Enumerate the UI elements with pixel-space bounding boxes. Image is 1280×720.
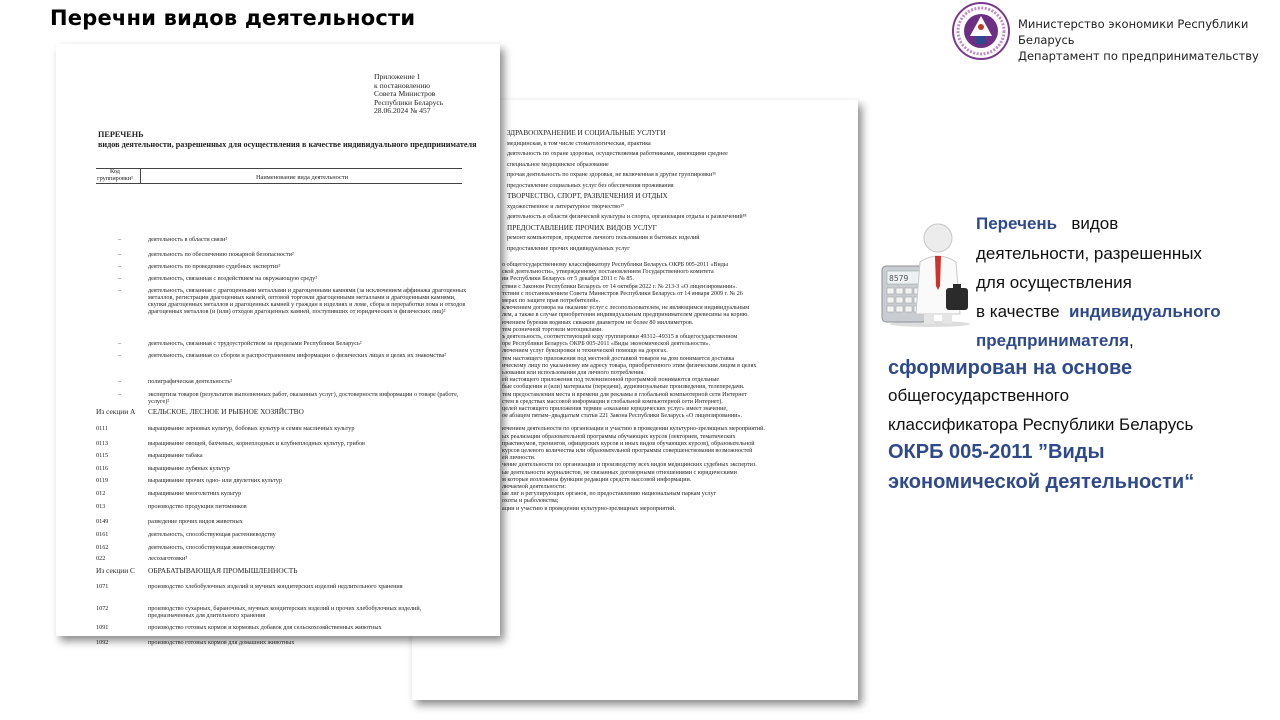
- document-line: ей настоящего приложения под телевизионной программой понимаются отдельные: [502, 377, 720, 384]
- document-line: ючением бурения водяных скважин диаметром не более 80 миллиметров.: [502, 319, 694, 326]
- row-name: выращивание овощей, бахчевых, корнеплодных и клубнеплодных культур, грибов: [148, 440, 365, 447]
- row-name: экспертиза товаров (результатов выполненных работ, оказанных услуг), достоверности информации о товаре (работе, услуге)²: [148, 391, 459, 405]
- row-code: –: [118, 391, 122, 398]
- section-heading: ТВОРЧЕСТВО, СПОРТ, РАЗВЛЕЧЕНИЯ И ОТДЫХ: [507, 192, 668, 200]
- row-name: производство хлебобулочных изделий и мучных кондитерских изделий недлительного хранения: [148, 583, 403, 590]
- row-name: деятельность, способствующая растениеводству: [148, 531, 276, 538]
- document-line: целей настоящего приложения термин «оказание юридических услуг» имеет значение,: [502, 406, 728, 412]
- document-line: прочая деятельность по охране здоровья, не включенная в другие группировки¹⁶: [507, 172, 717, 178]
- document-line: деятельность в области физической культуры и спорта, организация отдыха и развлечений¹⁸: [507, 214, 747, 220]
- row-name: ОБРАБАТЫВАЮЩАЯ ПРОМЫШЛЕННОСТЬ: [148, 566, 298, 575]
- document-line: бые сообщения и (или) материалы (передачи), аудиовизуальные произведения, телепередачи.: [502, 384, 745, 391]
- document-line: чение деятельности по организации и производству всех видов медицинских судебных экспертиз.: [502, 462, 757, 469]
- appendix-line: Совета Министров: [374, 89, 436, 99]
- row-name: деятельность, связанная с воздействием на окружающую среду²: [148, 275, 318, 282]
- document-line: тем настоящего приложения под местной доставкой товаров на дом понимается доставка: [502, 355, 735, 362]
- summary-line-10: экономической деятельности“: [888, 471, 1195, 493]
- row-code: –: [118, 378, 122, 385]
- row-code: –: [118, 251, 122, 258]
- summary-keyword: Перечень: [976, 214, 1058, 233]
- summary-line-7: общегосударственного: [888, 386, 1070, 405]
- appendix-line: Республики Беларусь: [374, 97, 444, 107]
- document-line: ые лиг и регулирующих органов, по предоставлению национальным паркам услуг: [502, 491, 717, 498]
- document-line: ъ деятельность, соответствующий коду группировки 49312–49315 в общегосударственном: [502, 334, 738, 340]
- document-line: ствии с Законом Республики Беларусь от 14 октября 2022 г. № 213-З «О лицензировании».: [502, 283, 737, 290]
- row-name: производство сухарных, бараночных, мучных кондитерских изделий и прочих хлебобулочных изделий, предназначенных для длительного хранения: [148, 605, 422, 619]
- row-code: 022: [96, 555, 106, 562]
- summary-text: ,: [1129, 331, 1134, 350]
- summary-line-1: [976, 214, 1118, 234]
- document-heading: [98, 130, 478, 150]
- row-name: полиграфическая деятельность²: [148, 378, 233, 385]
- row-code: 0115: [96, 452, 109, 459]
- document-line: м которые возложены функции редакции средств массовой информации.: [502, 476, 692, 483]
- document-line: курсов целевого количества или образовательной программы совершенствования возможностей: [502, 448, 753, 454]
- document-line: ской деятельности», утвержденному постановлением Государственного комитета: [502, 269, 714, 276]
- document-subtitle: видов деятельности, разрешенных для осуществления в качестве индивидуального предпринимателя: [98, 139, 477, 149]
- appendix-line: 28.06.2024 № 457: [374, 106, 431, 116]
- row-code: 0161: [96, 531, 109, 538]
- document-line: лючаемой деятельности:: [502, 484, 567, 490]
- summary-line-2: деятельности, разрешенных: [976, 244, 1202, 263]
- row-name: деятельность по обеспечению пожарной безопасности²: [148, 251, 294, 258]
- row-name: производство готовых кормов для домашних животных: [148, 639, 295, 646]
- row-code: 0116: [96, 465, 109, 472]
- row-code: 0149: [96, 518, 109, 525]
- document-line: оре Республики Беларусь ОКРБ 005-2011 «Виды экономической деятельности».: [502, 341, 711, 348]
- table-rule: [96, 183, 462, 184]
- summary-text: в качестве: [976, 302, 1060, 321]
- row-code: –: [118, 352, 122, 359]
- document-line: предоставление прочих индивидуальных услуг: [507, 245, 630, 252]
- row-code: 012: [96, 490, 106, 497]
- org-line-2: Департамент по предпринимательству: [1018, 49, 1259, 63]
- org-line-1: Министерство экономики Республики Беларусь: [1018, 17, 1249, 47]
- column-header-name: Наименование вида деятельности: [255, 174, 349, 181]
- table-header-separator: [140, 168, 141, 183]
- row-code: Из секции А: [96, 407, 136, 416]
- summary-line-6: сформирован на основе: [888, 357, 1133, 379]
- summary-line-3: для осуществления: [976, 273, 1132, 292]
- ministry-logo-icon: [952, 2, 1010, 60]
- row-name: производство готовых кормов и кормовых добавок для сельскохозяйственных животных: [148, 624, 382, 631]
- row-name: деятельность, связанная со сбором и распространением информации о физических лицах в целях их знакомства²: [148, 352, 447, 359]
- row-name: СЕЛЬСКОЕ, ЛЕСНОЕ И РЫБНОЕ ХОЗЯЙСТВО: [148, 407, 304, 416]
- page-title: Перечни видов деятельности: [50, 6, 416, 30]
- document-line: ии Республики Беларусь от 5 декабря 2011 г. № 85.: [502, 276, 634, 283]
- document-line: охоты и рыболовства;: [502, 498, 559, 505]
- document-line: ючением деятельности по организации и участию в проведении культурно-зрелищных мероприятий.: [502, 426, 765, 433]
- summary-line-9: ОКРБ 005-2011 ”Виды: [888, 441, 1105, 463]
- document-line: тствии с постановлением Совета Министров Республики Беларусь от 14 января 2009 г. № 26: [502, 290, 743, 297]
- row-name: деятельность, связанная с драгоценными металлами и драгоценными камнями (за исключением аффинажа драгоценных металлов, регистрации драгоценных камней, оптовой торговли драгоценными металлами и драгоценными камнями, скупки драгоценных металлов и драгоценных камней у граждан в изделиях и ломе, сбора и переработки лома и отходов драгоценных металлов (и (или) отходов драгоценных камней, поступивших от юридических и физических лиц)²: [148, 287, 467, 315]
- section-heading: ПРЕДОСТАВЛЕНИЕ ПРОЧИХ ВИДОВ УСЛУГ: [507, 223, 657, 232]
- document-line: ых реализации образовательной программы обучающих курсов (лекториев, тематических: [502, 433, 736, 440]
- document-line: ые деятельности журналистов, не связанных договорными отношениями с юридическими: [502, 469, 737, 476]
- row-name: деятельность, способствующая животноводству: [148, 544, 275, 551]
- summary-keyword: индивидуального: [1069, 302, 1221, 321]
- ministry-name: [1018, 16, 1280, 64]
- document-line: ое абзацем пятым–двадцатым статьи 221 Закона Республики Беларусь «О лицензировании».: [502, 413, 742, 420]
- appendix-line: Приложение 1: [374, 72, 421, 81]
- row-code: 0162: [96, 544, 109, 551]
- row-name: деятельность в области связи²: [148, 236, 228, 243]
- document-line: медицинская, в том числе стоматологическая, практика: [507, 140, 651, 147]
- column-header-code: Код группировки¹: [97, 168, 133, 182]
- row-code: 0111: [96, 425, 108, 432]
- summary-text: видов: [1071, 214, 1119, 233]
- document-page-front: [56, 44, 500, 646]
- row-code: 0119: [96, 477, 109, 484]
- row-name: выращивание зерновых культур, бобовых культур и семян масличных культур: [148, 425, 355, 432]
- row-code: –: [118, 263, 122, 270]
- row-code: 1072: [96, 605, 109, 612]
- document-line: художественное и литературное творчество¹⁷: [507, 203, 625, 210]
- document-line: ей личности.: [502, 455, 536, 462]
- appendix-block: [374, 73, 443, 116]
- appendix-line: к постановлению: [374, 80, 431, 90]
- document-line: стем в средствах массовой информации в глобальной компьютерной сети Интернет).: [502, 398, 723, 405]
- row-name: выращивание лубяных культур: [148, 465, 230, 472]
- document-line: деятельность по охране здоровья, осуществляемая работниками, имеющими среднее: [507, 151, 728, 157]
- svg-text:8579: 8579: [889, 274, 909, 283]
- table-rule: [96, 168, 462, 169]
- summary-line-4: [976, 302, 1221, 322]
- document-line: ическому лицу по указанному им адресу товара, приобретенного этим физическим лицом в целях: [502, 362, 757, 369]
- document-line: специальное медицинское образование: [507, 161, 609, 168]
- row-code: 1092: [96, 639, 109, 646]
- document-line: лем, а также в случае приобретения индивидуальным предпринимателем древесины на корню.: [502, 312, 749, 319]
- row-name: выращивание многолетних культур: [148, 490, 242, 497]
- document-line: ключением договора на оказание услуг с лесопользователем, не являющимся индивидуальным: [502, 305, 750, 312]
- row-name: выращивание табака: [148, 452, 203, 459]
- row-code: Из секции С: [96, 566, 135, 575]
- document-line: практикумов, тренингов, офицерских курсов и иных видов обучающих курсов), образовательной: [502, 440, 755, 447]
- document-line: о общегосударственному классификатору Республики Беларусь ОКРБ 005-2011 «Виды: [502, 262, 728, 268]
- document-line: предоставление социальных услуг без обеспечения проживания: [507, 182, 674, 189]
- document-line: тем предоставления места и времени для рекламы в глобальной компьютерной сети Интернет: [502, 391, 747, 398]
- row-code: –: [118, 275, 122, 282]
- row-name: деятельность, связанная с трудоустройством за пределами Республики Беларусь²: [148, 340, 362, 347]
- row-name: лесозаготовки³: [148, 555, 188, 562]
- row-code: –: [118, 236, 122, 243]
- document-line: тем розничной торговли мотоциклами.: [502, 326, 603, 333]
- document-line: лючением услуг буксировки и технической помощи на дорогах.: [502, 348, 668, 355]
- document-line: ации и участию в проведении культурно-зрелищных мероприятий.: [502, 505, 676, 512]
- document-line: ремонт компьютеров, предметов личного пользования и бытовых изделий: [507, 235, 700, 241]
- row-name: выращивание прочих одно- или двулетних культур: [148, 477, 282, 484]
- businessman-calculator-icon: [880, 222, 974, 328]
- row-code: –: [118, 287, 122, 294]
- row-name: разведение прочих видов животных: [148, 518, 243, 525]
- row-name: деятельность по проведению судебных экспертиз²: [148, 263, 281, 270]
- summary-keyword: предпринимателя: [976, 331, 1130, 350]
- row-code: 1091: [96, 624, 109, 631]
- row-code: 0113: [96, 440, 109, 447]
- document-line: мерах по защите прав потребителей».: [502, 298, 601, 304]
- document-title: ПЕРЕЧЕНЬ: [98, 130, 144, 139]
- summary-line-8: классификатора Республики Беларусь: [888, 415, 1194, 434]
- summary-line-5: [976, 331, 1134, 351]
- row-code: 013: [96, 503, 106, 510]
- row-code: 1071: [96, 583, 109, 590]
- section-heading: ЗДРАВООХРАНЕНИЕ И СОЦИАЛЬНЫЕ УСЛУГИ: [507, 129, 666, 137]
- row-name: производство продукции питомников: [148, 503, 247, 510]
- row-code: –: [118, 340, 122, 347]
- document-line: ьзования или использования для личного потребления.: [502, 370, 645, 376]
